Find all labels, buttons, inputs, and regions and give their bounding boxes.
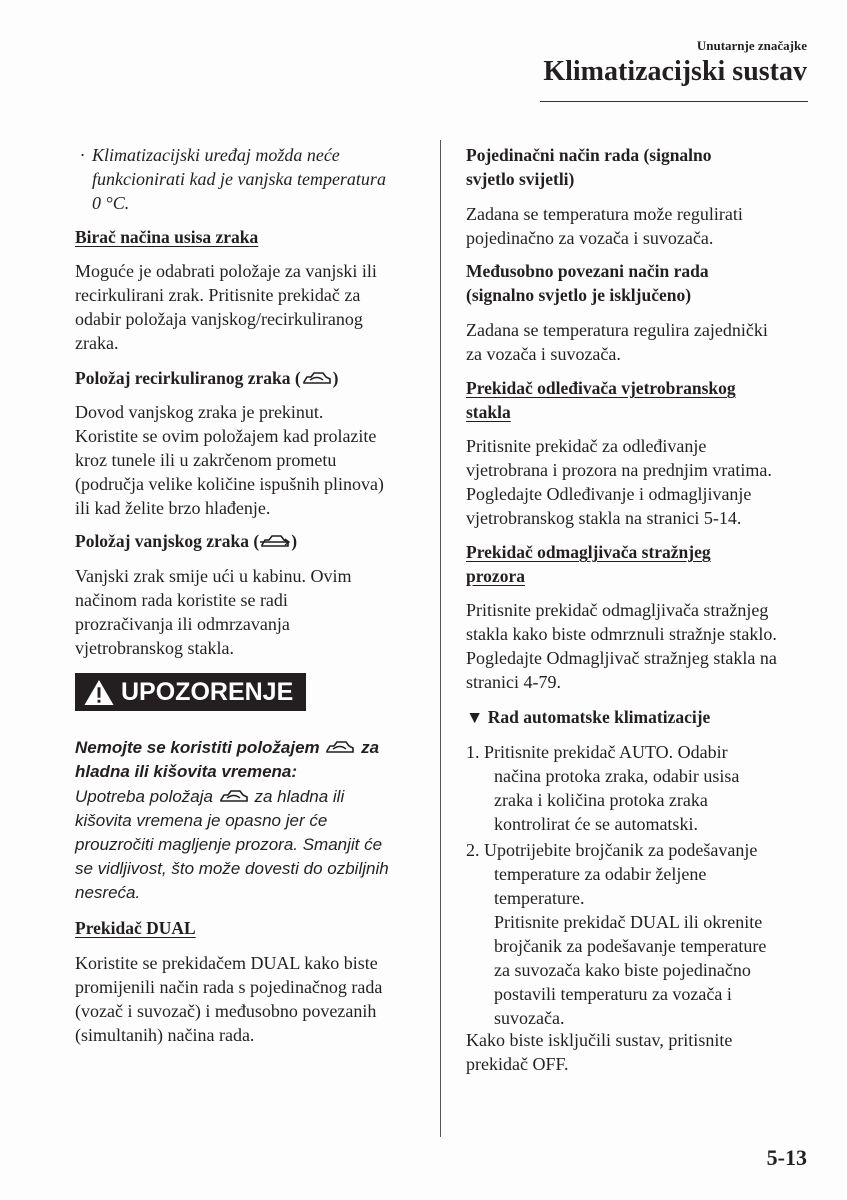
defrost-text: Pritisnite prekidač za odleđivanje vjetrobrana i prozora na prednjim vratima. Pogledajte Odleđivanje i odmagljivanje vjetrobranskog stakla na stranici 5-14. [466, 436, 772, 528]
rear-defog-heading: Prekidač odmagljivača stražnjeg prozora [466, 542, 711, 586]
outside-text: Vanjski zrak smije ući u kabinu. Ovim načinom rada koristite se radi prozračivanja ili odmrzavanja vjetrobranskog stakla. [75, 566, 352, 658]
page-title: Klimatizacijski sustav [543, 56, 807, 87]
step-2: 2. Upotrijebite brojčanik za podešavanje temperature za odabir željene temperature. Pritisnite prekidač DUAL ili okrenite brojčanik za podešavanje temperature za suvozača kako biste pojedinačno postavili temperaturu za vozača i suvozača. [466, 840, 767, 1028]
header-rule [540, 101, 808, 102]
warning-triangle-icon [83, 679, 115, 706]
recirc-text: Dovod vanjskog zraka je prekinut. Koristite se ovim položajem kad prolazite kroz tunele ili u zakrčenom prometu (područja velike količine ispušnih plinova) ili kad želite brzo hlađenje. [75, 402, 384, 518]
recirculation-icon [301, 371, 333, 387]
individual-text: Zadana se temperatura može regulirati pojedinačno za vozača i suvozača. [466, 204, 743, 248]
page-number: 5-13 [766, 1145, 807, 1170]
warning-title: Nemojte se koristiti položajem za hladna ili kišovita vremena: [75, 738, 380, 781]
off-text: Kako biste isključili sustav, pritisnite prekidač OFF. [466, 1030, 733, 1074]
defrost-heading: Prekidač odleđivača vjetrobranskog stakla [466, 378, 736, 422]
intake-text: Moguće je odabrati položaje za vanjski ili recirkulirani zrak. Pritisnite prekidač za odabir položaja vanjskog/recirkuliranog zraka. [75, 261, 377, 353]
outside-heading: Položaj vanjskog zraka ( ) [75, 531, 298, 551]
column-divider [440, 140, 441, 1137]
step-1: 1. Pritisnite prekidač AUTO. Odabir načina protoka zraka, odabir usisa zraka i količina protoka zraka kontrolirat će se automatski. [466, 742, 740, 834]
warning-banner [75, 673, 306, 711]
linked-text: Zadana se temperatura regulira zajednički za vozača i suvozača. [466, 320, 768, 364]
rear-defog-text: Pritisnite prekidač odmagljivača stražnjeg stakla kako biste odmrznuli stražnje staklo. Pogledajte Odmagljivač stražnjeg stakla na stranici 4-79. [466, 600, 777, 692]
individual-heading: Pojedinačni način rada (signalno svjetlo svijetli) [466, 145, 712, 189]
dual-text: Koristite se prekidačem DUAL kako biste promijenili način rada s pojedinačnog rada (vozač i suvozač) i međusobno povezanih (simultanih) načina rada. [75, 953, 383, 1045]
recirculation-icon [218, 789, 250, 805]
warning-text: Upotreba položaja za hladna ili kišovita vremena je opasno jer će prouzročiti magljenje prozora. Smanjit će se vidljivost, što može dovesti do ozbiljnih nesreća. [75, 787, 389, 902]
auto-heading: ▼ Rad automatske klimatizacije [466, 707, 711, 727]
warning-label: UPOZORENJE [121, 678, 294, 706]
intake-heading: Birač načina usisa zraka [75, 227, 259, 247]
recirc-heading: Položaj recirkuliranog zraka ( ) [75, 368, 339, 388]
recirculation-icon [324, 740, 356, 756]
section-label: Unutarnje značajke [696, 38, 807, 53]
bullet-note: · Klimatizacijski uređaj možda neće funkcionirati kad je vanjska temperatura 0 °C. [80, 145, 386, 213]
outside-air-icon [259, 534, 291, 550]
linked-heading: Međusobno povezani način rada (signalno svjetlo je isključeno) [466, 261, 709, 305]
dual-heading: Prekidač DUAL [75, 918, 196, 938]
